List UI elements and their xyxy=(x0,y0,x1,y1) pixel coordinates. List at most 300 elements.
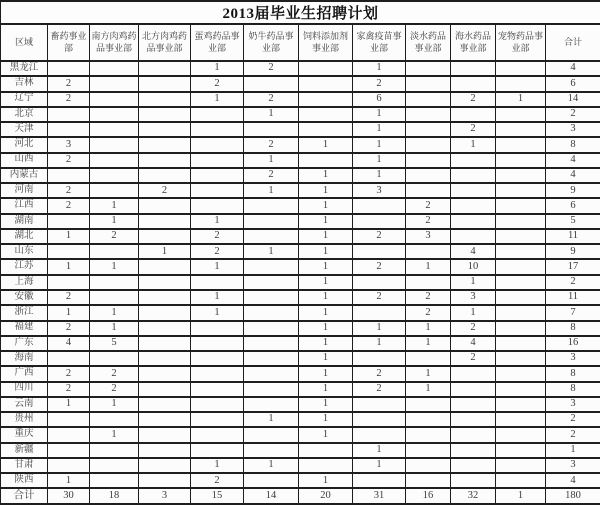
value-cell xyxy=(139,137,191,152)
value-cell xyxy=(299,153,353,168)
value-cell xyxy=(90,351,139,366)
region-label: 广西 xyxy=(1,366,48,381)
value-cell xyxy=(48,244,90,259)
value-cell: 1 xyxy=(299,214,353,229)
row-total-cell: 3 xyxy=(546,351,600,366)
column-header-total: 合计 xyxy=(546,24,600,61)
region-label: 上海 xyxy=(1,275,48,290)
value-cell xyxy=(191,153,244,168)
value-cell xyxy=(191,198,244,213)
value-cell xyxy=(496,473,546,488)
region-row xyxy=(1,61,600,76)
value-cell: 32 xyxy=(451,488,496,504)
value-cell xyxy=(191,382,244,397)
totals-row-label: 合计 xyxy=(1,488,48,504)
value-cell xyxy=(451,458,496,473)
region-row xyxy=(1,473,600,488)
region-label: 陕西 xyxy=(1,473,48,488)
value-cell xyxy=(406,122,451,137)
value-cell xyxy=(191,427,244,442)
value-cell xyxy=(451,427,496,442)
value-cell xyxy=(48,122,90,137)
value-cell xyxy=(191,122,244,137)
row-total-cell: 6 xyxy=(546,76,600,91)
row-total-cell: 16 xyxy=(546,336,600,351)
region-row xyxy=(1,397,600,412)
value-cell xyxy=(496,122,546,137)
value-cell xyxy=(139,107,191,122)
value-cell: 15 xyxy=(191,488,244,504)
region-row xyxy=(1,366,600,381)
value-cell: 2 xyxy=(353,290,406,305)
region-label: 山东 xyxy=(1,244,48,259)
value-cell xyxy=(353,473,406,488)
value-cell xyxy=(139,122,191,137)
value-cell xyxy=(90,153,139,168)
value-cell xyxy=(139,214,191,229)
value-cell xyxy=(451,61,496,76)
value-cell xyxy=(244,275,299,290)
region-row xyxy=(1,305,600,320)
value-cell xyxy=(48,351,90,366)
value-cell xyxy=(244,397,299,412)
row-total-cell: 3 xyxy=(546,397,600,412)
row-total-cell: 8 xyxy=(546,366,600,381)
value-cell xyxy=(90,92,139,107)
value-cell: 1 xyxy=(48,305,90,320)
value-cell xyxy=(90,61,139,76)
value-cell xyxy=(139,397,191,412)
value-cell xyxy=(451,229,496,244)
value-cell xyxy=(406,76,451,91)
row-total-cell: 2 xyxy=(546,275,600,290)
value-cell xyxy=(496,198,546,213)
value-cell xyxy=(139,290,191,305)
region-label: 贵州 xyxy=(1,412,48,427)
row-total-cell: 8 xyxy=(546,321,600,336)
value-cell xyxy=(406,168,451,183)
value-cell xyxy=(406,351,451,366)
region-label: 四川 xyxy=(1,382,48,397)
row-total-cell: 8 xyxy=(546,137,600,152)
value-cell: 1 xyxy=(299,351,353,366)
region-row xyxy=(1,458,600,473)
value-cell: 1 xyxy=(353,153,406,168)
value-cell: 1 xyxy=(353,336,406,351)
value-cell xyxy=(244,229,299,244)
region-label: 天津 xyxy=(1,122,48,137)
value-cell: 2 xyxy=(48,153,90,168)
value-cell xyxy=(90,107,139,122)
value-cell xyxy=(191,397,244,412)
value-cell xyxy=(353,397,406,412)
value-cell xyxy=(48,275,90,290)
value-cell: 1 xyxy=(406,259,451,274)
value-cell xyxy=(191,336,244,351)
value-cell xyxy=(451,382,496,397)
row-total-cell: 1 xyxy=(546,443,600,458)
row-total-cell: 8 xyxy=(546,382,600,397)
region-row xyxy=(1,259,600,274)
value-cell: 3 xyxy=(406,229,451,244)
value-cell xyxy=(139,168,191,183)
value-cell: 1 xyxy=(90,259,139,274)
value-cell: 10 xyxy=(451,259,496,274)
value-cell: 2 xyxy=(406,214,451,229)
value-cell xyxy=(496,321,546,336)
value-cell xyxy=(496,168,546,183)
value-cell xyxy=(244,198,299,213)
region-row xyxy=(1,76,600,91)
value-cell: 1 xyxy=(299,412,353,427)
value-cell: 1 xyxy=(191,92,244,107)
value-cell: 2 xyxy=(353,259,406,274)
value-cell: 1 xyxy=(90,305,139,320)
region-label: 重庆 xyxy=(1,427,48,442)
value-cell xyxy=(451,473,496,488)
row-total-cell: 9 xyxy=(546,244,600,259)
value-cell: 4 xyxy=(48,336,90,351)
value-cell xyxy=(353,351,406,366)
value-cell xyxy=(451,183,496,198)
region-row xyxy=(1,198,600,213)
region-row xyxy=(1,122,600,137)
region-row xyxy=(1,137,600,152)
region-row xyxy=(1,244,600,259)
region-row xyxy=(1,153,600,168)
value-cell: 1 xyxy=(90,214,139,229)
value-cell: 1 xyxy=(353,321,406,336)
value-cell: 1 xyxy=(191,305,244,320)
value-cell: 1 xyxy=(191,214,244,229)
value-cell xyxy=(406,61,451,76)
value-cell: 1 xyxy=(90,397,139,412)
value-cell xyxy=(191,107,244,122)
value-cell xyxy=(299,443,353,458)
value-cell: 3 xyxy=(353,183,406,198)
value-cell: 1 xyxy=(244,107,299,122)
value-cell xyxy=(139,92,191,107)
value-cell xyxy=(406,458,451,473)
value-cell xyxy=(496,305,546,320)
value-cell: 1 xyxy=(191,259,244,274)
value-cell: 2 xyxy=(48,76,90,91)
region-row xyxy=(1,107,600,122)
region-label: 江西 xyxy=(1,198,48,213)
totals-row xyxy=(1,488,600,504)
value-cell xyxy=(406,107,451,122)
value-cell xyxy=(299,107,353,122)
value-cell xyxy=(353,244,406,259)
value-cell: 1 xyxy=(299,244,353,259)
value-cell xyxy=(244,214,299,229)
value-cell xyxy=(191,443,244,458)
column-header-department: 家禽疫苗事业部 xyxy=(353,24,406,61)
value-cell xyxy=(191,366,244,381)
value-cell: 2 xyxy=(406,290,451,305)
value-cell xyxy=(496,366,546,381)
table-body xyxy=(1,61,600,504)
region-row xyxy=(1,290,600,305)
region-label: 河北 xyxy=(1,137,48,152)
value-cell xyxy=(406,473,451,488)
value-cell xyxy=(139,275,191,290)
value-cell xyxy=(244,259,299,274)
value-cell xyxy=(139,443,191,458)
region-label: 湖北 xyxy=(1,229,48,244)
region-label: 北京 xyxy=(1,107,48,122)
region-label: 安徽 xyxy=(1,290,48,305)
value-cell xyxy=(244,443,299,458)
value-cell xyxy=(353,198,406,213)
value-cell xyxy=(353,214,406,229)
value-cell xyxy=(244,305,299,320)
value-cell: 2 xyxy=(48,290,90,305)
value-cell: 1 xyxy=(406,336,451,351)
value-cell xyxy=(48,61,90,76)
value-cell: 1 xyxy=(191,61,244,76)
value-cell: 2 xyxy=(406,198,451,213)
value-cell: 1 xyxy=(299,336,353,351)
value-cell xyxy=(451,76,496,91)
value-cell: 1 xyxy=(353,61,406,76)
column-header-department: 南方肉鸡药品事业部 xyxy=(90,24,139,61)
value-cell xyxy=(406,183,451,198)
value-cell xyxy=(48,458,90,473)
value-cell: 1 xyxy=(496,488,546,504)
value-cell: 1 xyxy=(244,153,299,168)
value-cell: 1 xyxy=(90,427,139,442)
value-cell: 1 xyxy=(48,473,90,488)
header-row xyxy=(1,24,600,61)
value-cell xyxy=(496,259,546,274)
value-cell xyxy=(244,427,299,442)
value-cell xyxy=(244,321,299,336)
value-cell xyxy=(139,305,191,320)
column-header-department: 奶牛药品事业部 xyxy=(244,24,299,61)
value-cell xyxy=(353,412,406,427)
value-cell: 1 xyxy=(48,397,90,412)
value-cell xyxy=(90,458,139,473)
value-cell: 14 xyxy=(244,488,299,504)
value-cell: 2 xyxy=(244,61,299,76)
value-cell xyxy=(244,122,299,137)
value-cell xyxy=(244,382,299,397)
value-cell xyxy=(496,397,546,412)
value-cell xyxy=(90,122,139,137)
value-cell xyxy=(451,214,496,229)
value-cell xyxy=(90,168,139,183)
value-cell: 1 xyxy=(353,107,406,122)
row-total-cell: 5 xyxy=(546,214,600,229)
value-cell: 1 xyxy=(299,290,353,305)
column-header-department: 淡水药品事业部 xyxy=(406,24,451,61)
value-cell xyxy=(406,244,451,259)
value-cell xyxy=(406,397,451,412)
value-cell: 1 xyxy=(451,137,496,152)
row-total-cell: 11 xyxy=(546,290,600,305)
value-cell: 2 xyxy=(191,473,244,488)
value-cell: 3 xyxy=(139,488,191,504)
value-cell xyxy=(496,229,546,244)
column-header-department: 宠物药品事业部 xyxy=(496,24,546,61)
row-total-cell: 2 xyxy=(546,412,600,427)
value-cell xyxy=(496,137,546,152)
value-cell xyxy=(191,183,244,198)
value-cell xyxy=(451,168,496,183)
value-cell xyxy=(496,458,546,473)
column-header-department: 海水药品事业部 xyxy=(451,24,496,61)
value-cell xyxy=(139,336,191,351)
region-label: 海南 xyxy=(1,351,48,366)
value-cell xyxy=(299,92,353,107)
value-cell: 2 xyxy=(48,321,90,336)
value-cell xyxy=(139,153,191,168)
region-row xyxy=(1,336,600,351)
value-cell: 2 xyxy=(48,198,90,213)
column-header-department: 北方肉鸡药品事业部 xyxy=(139,24,191,61)
value-cell xyxy=(139,427,191,442)
value-cell: 1 xyxy=(299,229,353,244)
value-cell xyxy=(139,412,191,427)
value-cell xyxy=(244,351,299,366)
value-cell xyxy=(451,443,496,458)
value-cell xyxy=(139,259,191,274)
value-cell xyxy=(299,61,353,76)
value-cell: 1 xyxy=(299,137,353,152)
value-cell xyxy=(90,137,139,152)
value-cell: 1 xyxy=(496,92,546,107)
row-total-cell: 17 xyxy=(546,259,600,274)
value-cell xyxy=(90,183,139,198)
value-cell: 1 xyxy=(191,290,244,305)
column-header-department: 畜药事业部 xyxy=(48,24,90,61)
value-cell: 2 xyxy=(48,92,90,107)
value-cell: 2 xyxy=(48,366,90,381)
value-cell xyxy=(353,427,406,442)
value-cell xyxy=(496,382,546,397)
value-cell: 1 xyxy=(299,259,353,274)
value-cell xyxy=(451,366,496,381)
value-cell: 1 xyxy=(299,183,353,198)
value-cell: 1 xyxy=(299,427,353,442)
value-cell: 1 xyxy=(353,122,406,137)
value-cell xyxy=(244,366,299,381)
title-row xyxy=(1,1,600,24)
region-label: 吉林 xyxy=(1,76,48,91)
column-header-department: 蛋鸡药品事业部 xyxy=(191,24,244,61)
value-cell xyxy=(90,244,139,259)
value-cell xyxy=(406,153,451,168)
value-cell: 1 xyxy=(90,198,139,213)
value-cell xyxy=(406,137,451,152)
value-cell: 2 xyxy=(353,382,406,397)
value-cell: 2 xyxy=(191,229,244,244)
value-cell xyxy=(496,427,546,442)
value-cell: 3 xyxy=(451,290,496,305)
value-cell: 1 xyxy=(353,443,406,458)
value-cell: 2 xyxy=(244,92,299,107)
region-label: 辽宁 xyxy=(1,92,48,107)
value-cell xyxy=(90,275,139,290)
value-cell: 2 xyxy=(139,183,191,198)
value-cell: 2 xyxy=(191,244,244,259)
value-cell: 2 xyxy=(90,382,139,397)
row-total-cell: 180 xyxy=(546,488,600,504)
value-cell xyxy=(496,214,546,229)
value-cell xyxy=(496,76,546,91)
value-cell xyxy=(191,168,244,183)
value-cell: 1 xyxy=(299,305,353,320)
value-cell: 2 xyxy=(406,305,451,320)
value-cell: 1 xyxy=(48,259,90,274)
row-total-cell: 7 xyxy=(546,305,600,320)
row-total-cell: 2 xyxy=(546,427,600,442)
value-cell xyxy=(48,443,90,458)
value-cell: 2 xyxy=(451,351,496,366)
region-label: 广东 xyxy=(1,336,48,351)
row-total-cell: 11 xyxy=(546,229,600,244)
region-label: 黑龙江 xyxy=(1,61,48,76)
value-cell xyxy=(451,107,496,122)
value-cell: 1 xyxy=(353,458,406,473)
value-cell xyxy=(139,229,191,244)
value-cell xyxy=(496,290,546,305)
value-cell: 1 xyxy=(244,183,299,198)
value-cell xyxy=(139,382,191,397)
value-cell: 4 xyxy=(451,336,496,351)
row-total-cell: 2 xyxy=(546,107,600,122)
region-row xyxy=(1,351,600,366)
region-label: 内蒙古 xyxy=(1,168,48,183)
value-cell xyxy=(90,443,139,458)
value-cell: 2 xyxy=(451,92,496,107)
value-cell xyxy=(353,275,406,290)
value-cell xyxy=(90,412,139,427)
value-cell: 2 xyxy=(90,366,139,381)
region-row xyxy=(1,168,600,183)
region-row xyxy=(1,321,600,336)
value-cell: 6 xyxy=(353,92,406,107)
value-cell xyxy=(139,76,191,91)
value-cell: 2 xyxy=(451,321,496,336)
row-total-cell: 4 xyxy=(546,473,600,488)
region-row xyxy=(1,443,600,458)
value-cell: 1 xyxy=(299,321,353,336)
row-total-cell: 4 xyxy=(546,61,600,76)
value-cell xyxy=(406,412,451,427)
value-cell: 2 xyxy=(90,229,139,244)
value-cell xyxy=(496,183,546,198)
value-cell: 1 xyxy=(299,366,353,381)
value-cell xyxy=(139,198,191,213)
value-cell xyxy=(48,427,90,442)
region-row xyxy=(1,382,600,397)
value-cell: 1 xyxy=(139,244,191,259)
value-cell: 2 xyxy=(353,229,406,244)
region-label: 湖南 xyxy=(1,214,48,229)
value-cell xyxy=(90,473,139,488)
value-cell xyxy=(244,473,299,488)
value-cell: 20 xyxy=(299,488,353,504)
value-cell: 31 xyxy=(353,488,406,504)
row-total-cell: 4 xyxy=(546,153,600,168)
region-row xyxy=(1,183,600,198)
region-label: 山西 xyxy=(1,153,48,168)
value-cell: 2 xyxy=(244,168,299,183)
value-cell xyxy=(496,412,546,427)
value-cell xyxy=(496,61,546,76)
